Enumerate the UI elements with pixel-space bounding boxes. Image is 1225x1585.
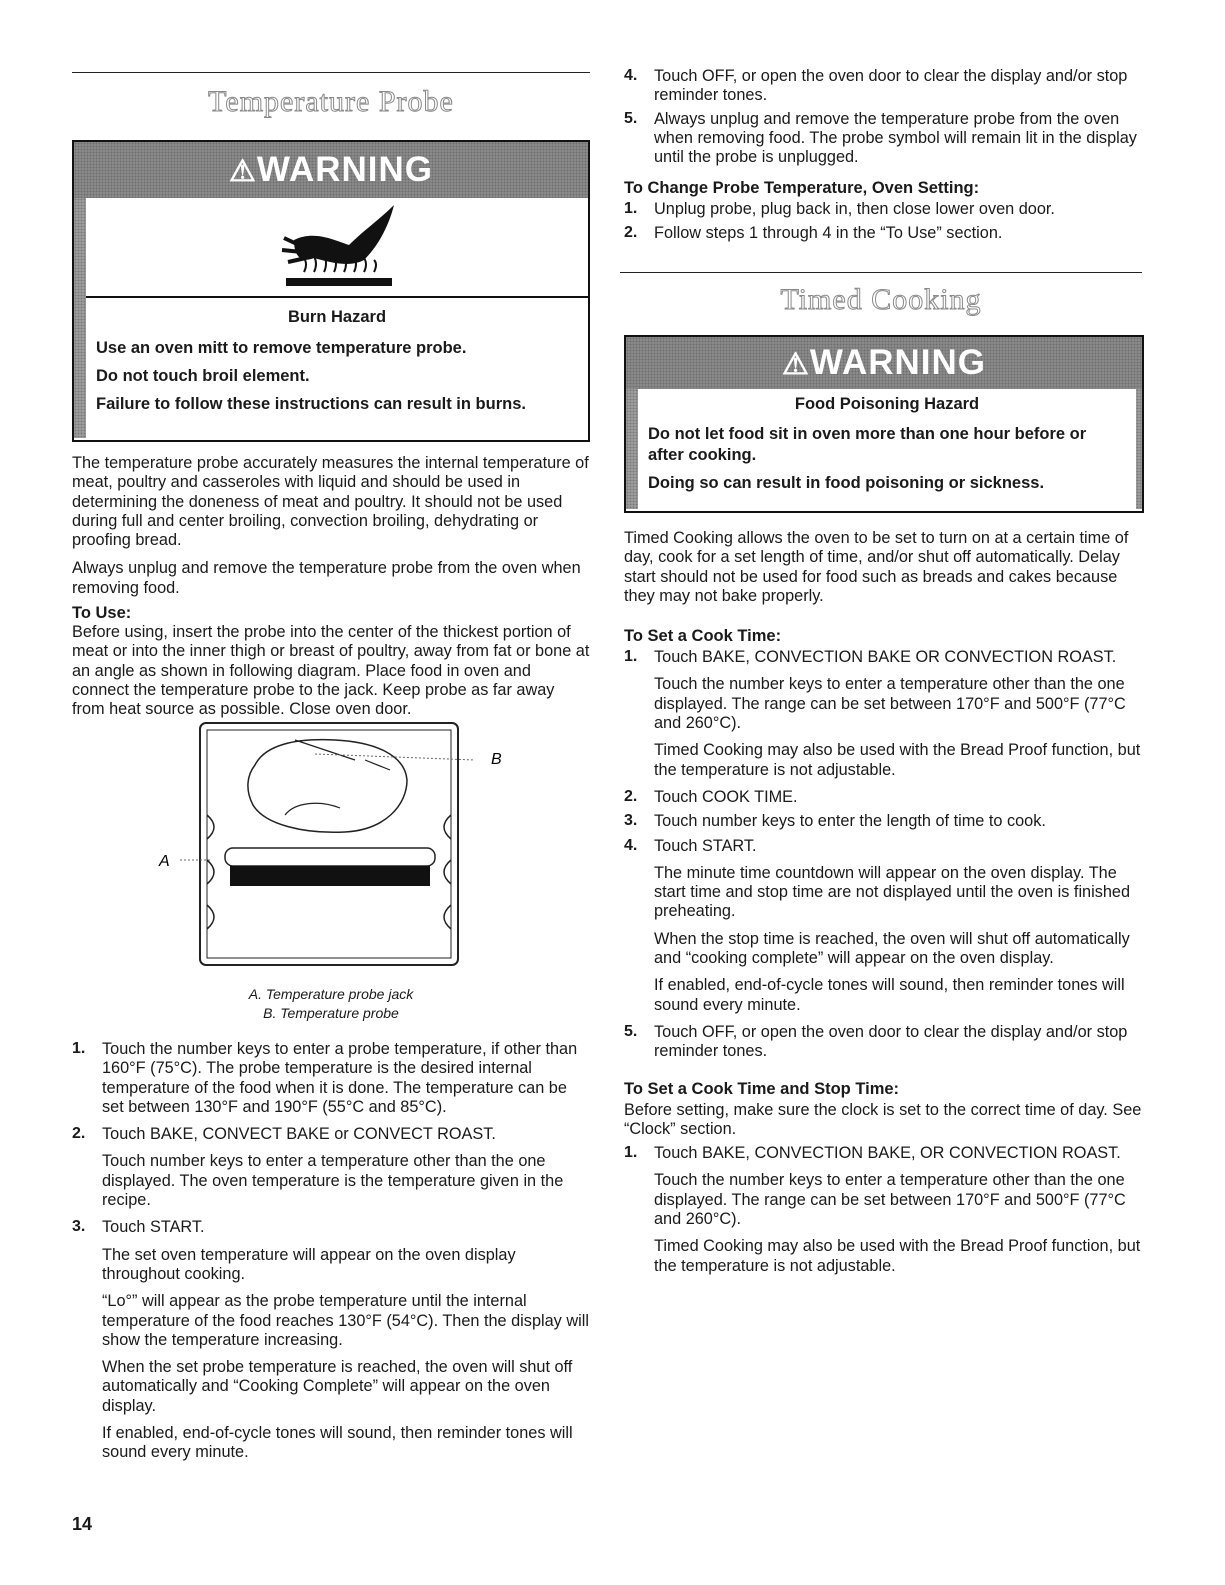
- food-poisoning-warning-box: [624, 335, 1144, 513]
- caption-b: B. Temperature probe: [263, 1005, 399, 1021]
- stop-step-1: 1. Touch BAKE, CONVECTION BAKE, OR CONVECTION ROAST. Touch the number keys to enter a temperature other than the one displayed. The range can be set between 170°F and 500°F (77°C and 260°C). Timed Cooking may also be used with the Bread Proof function, but the temperature is not adjustable.: [624, 1144, 1141, 1275]
- left-steps: [72, 1040, 590, 1463]
- food-warning-line-1: Do not let food sit in oven more than one hour before or after cooking.: [648, 425, 1087, 464]
- warning-line-3: Failure to follow these instructions can result in burns.: [96, 395, 526, 413]
- stop-time-intro: Before setting, make sure the clock is set to the correct time of day. See “Clock” section.: [624, 1100, 1142, 1138]
- food-warning-line-2: Doing so can result in food poisoning or sickness.: [648, 474, 1045, 492]
- cook-step-5: 5. Touch OFF, or open the oven door to clear the display and/or stop reminder tones.: [624, 1022, 1128, 1061]
- warning-header: [626, 337, 1142, 389]
- oven-probe-diagram: [145, 720, 505, 970]
- change-probe-heading: To Change Probe Temperature, Oven Setting:: [624, 179, 980, 198]
- caption-a: A. Temperature probe jack: [248, 986, 414, 1002]
- burn-hazard-title: Burn Hazard: [287, 308, 387, 326]
- page-number: 14: [72, 1514, 93, 1534]
- right-step-5: 5. Always unplug and remove the temperature probe from the oven when removing food. The probe symbol will remain lit in the display until the probe is unplugged.: [624, 109, 1137, 167]
- section-title-temperature-probe: Temperature Probe: [208, 85, 454, 118]
- cook-time-heading: To Set a Cook Time:: [624, 627, 782, 646]
- cook-step-3: 3. Touch number keys to enter the length of time to cook.: [624, 812, 1046, 831]
- section-title-timed-cooking: Timed Cooking: [780, 283, 982, 316]
- to-use-heading: To Use:: [72, 604, 132, 623]
- to-use-paragraph: Before using, insert the probe into the center of the thickest portion of meat or into the inner thigh or breast of poultry, away from fat or bone at an angle as shown in following diagram. Place food in oven and connect the temperature probe to the jack. Keep probe as far away from heat source as possible. Close oven door.: [72, 623, 590, 719]
- right-step-4: 4. Touch OFF, or open the oven door to clear the display and/or stop reminder tones.: [624, 67, 1128, 105]
- change-step-1: 1. Unplug probe, plug back in, then close lower oven door.: [624, 200, 1055, 219]
- top-rule-left: [72, 72, 590, 73]
- right-body: [624, 529, 1142, 1276]
- warning-line-2: Do not touch broil element.: [96, 367, 310, 385]
- probe-intro-p2: Always unplug and remove the temperature probe from the oven when removing food.: [72, 559, 581, 597]
- burn-hand-icon: [274, 200, 404, 292]
- warning-header-text: WARNING: [256, 150, 434, 189]
- diagram-label-a: A: [159, 853, 170, 870]
- right-top-steps: [624, 67, 1142, 243]
- warning-triangle-icon: ⚠: [781, 348, 810, 381]
- left-step-3: 3. Touch START. The set oven temperature will appear on the oven display throughout cooking. “Lo°” will appear as the probe temperature until the internal temperature of the food reaches 130°F (54°C). Then the display will show the temperature increasing. When the set probe temperature is reached, the oven will shut off automatically and “Cooking Complete” will appear on the oven display. If enabled, end-of-cycle tones will sound, then reminder tones will sound every minute.: [72, 1218, 589, 1462]
- stop-time-heading: To Set a Cook Time and Stop Time:: [624, 1079, 900, 1098]
- warning-header: [74, 142, 588, 198]
- left-step-1: 1. Touch the number keys to enter a probe temperature, if other than 160°F (75°C). The probe temperature is the desired internal temperature of the food when it is done. The temperature can be set between 130°F and 190°F (55°C and 85°C).: [72, 1040, 578, 1116]
- diagram-label-b: B: [491, 751, 502, 768]
- warning-line-1: Use an oven mitt to remove temperature probe.: [96, 339, 467, 357]
- change-step-2: 2. Follow steps 1 through 4 in the “To Use” section.: [624, 223, 1003, 242]
- probe-intro-p1: The temperature probe accurately measures the internal temperature of meat, poultry and casseroles with liquid and should be used in determining the doneness of meat and poultry. It should not be used during full and center broiling, convection broiling, dehydrating or proofing bread.: [72, 454, 589, 550]
- food-hazard-title: Food Poisoning Hazard: [794, 395, 980, 413]
- cook-step-2: 2. Touch COOK TIME.: [624, 787, 798, 806]
- left-step-2: 2. Touch BAKE, CONVECT BAKE or CONVECT ROAST. Touch number keys to enter a temperature other than the one displayed. The oven temperature is the temperature given in the recipe.: [72, 1125, 564, 1210]
- timed-intro: Timed Cooking allows the oven to be set to turn on at a certain time of day, cook for a set length of time, and/or shut off automatically. Delay start should not be used for food such as breads and cakes because they may not bake properly.: [624, 529, 1129, 605]
- burn-warning-box: [72, 140, 590, 442]
- warning-triangle-icon: ⚠: [228, 155, 257, 188]
- cook-step-4: 4. Touch START. The minute time countdown will appear on the oven display. The start time and stop time are not displayed until the oven is finished preheating. When the stop time is reached, the oven will shut off automatically and “cooking complete” will appear on the oven display. If enabled, end-of-cycle tones will sound, then reminder tones will sound every minute.: [624, 836, 1131, 1014]
- warning-header-text: WARNING: [809, 343, 987, 382]
- left-body-top: [72, 454, 590, 720]
- mid-rule-right: [620, 272, 1142, 273]
- cook-step-1: 1. Touch BAKE, CONVECTION BAKE OR CONVECTION ROAST. Touch the number keys to enter a temperature other than the one displayed. The range can be set between 170°F and 500°F (77°C and 260°C). Timed Cooking may also be used with the Bread Proof function, but the temperature is not adjustable.: [624, 648, 1141, 779]
